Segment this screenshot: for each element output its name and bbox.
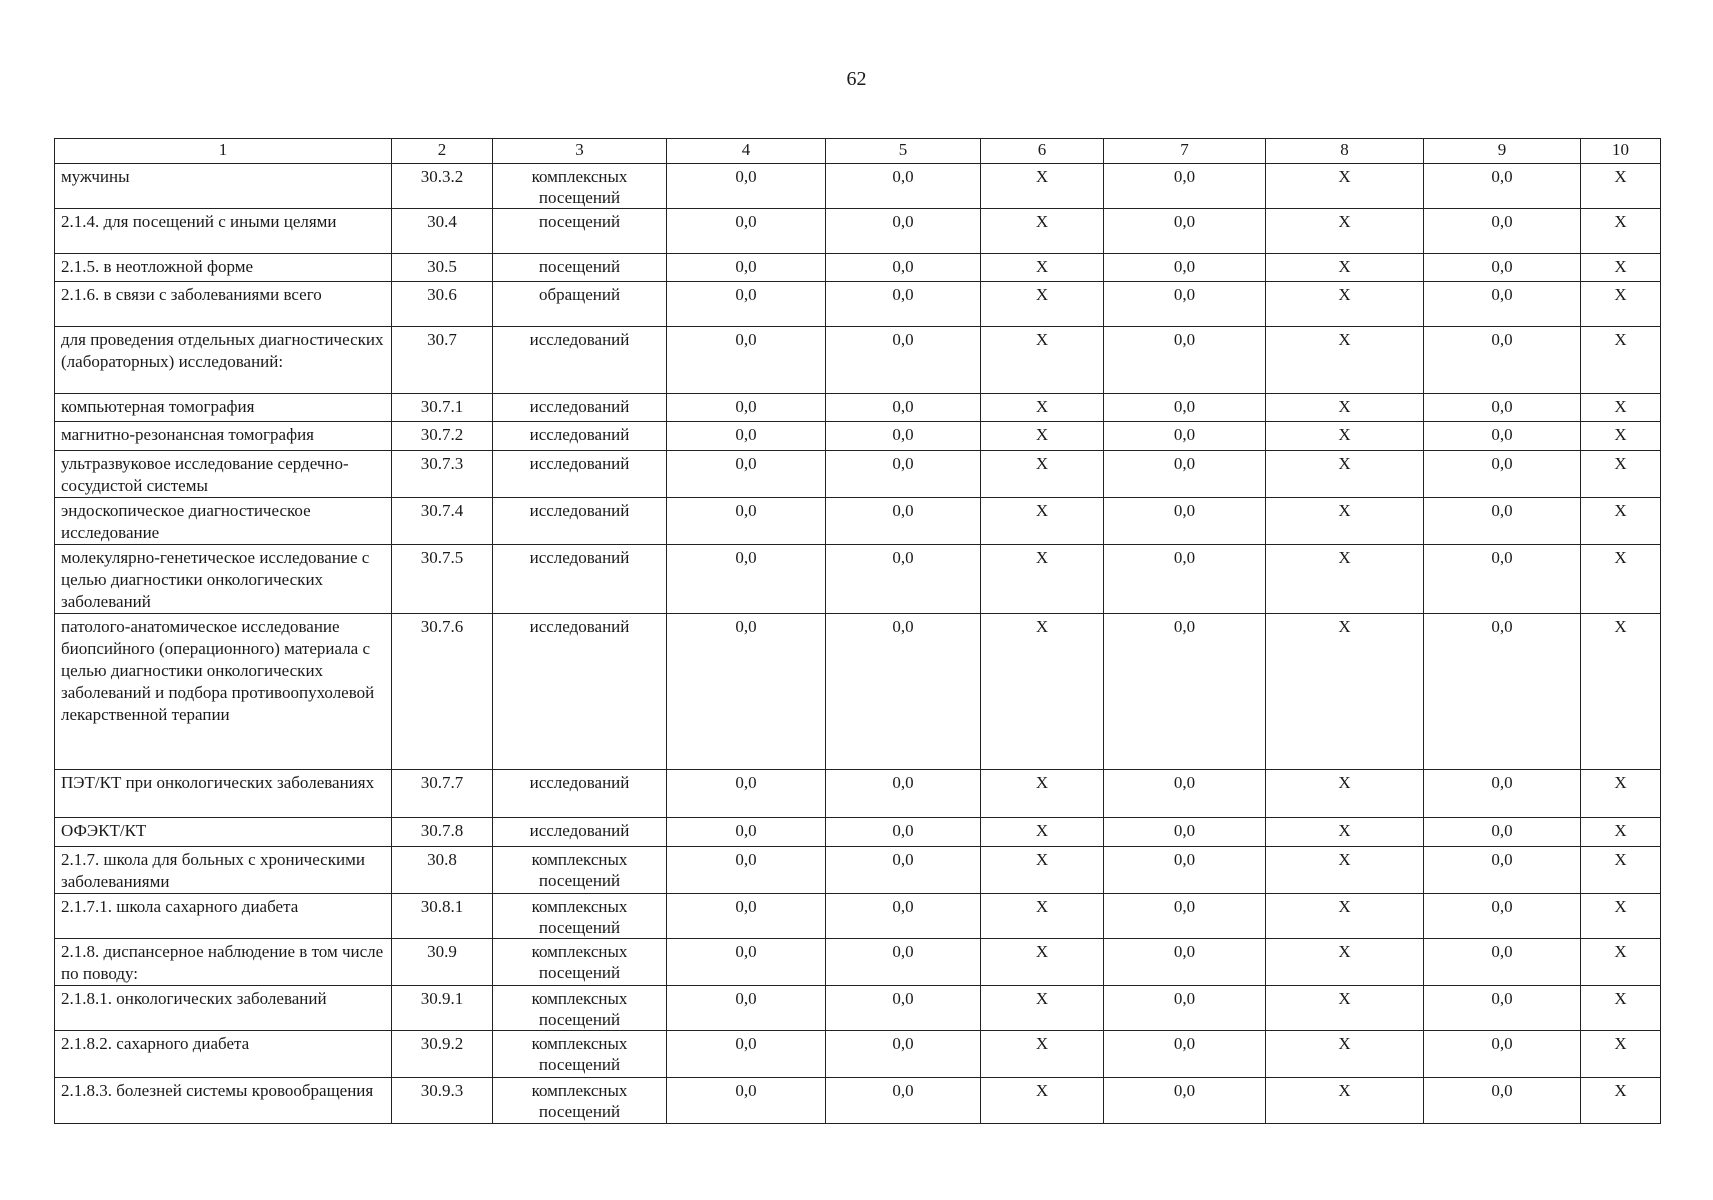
cell-col-4: 0,0	[667, 986, 826, 1031]
cell-col-10: X	[1581, 1078, 1661, 1124]
cell-col-7: 0,0	[1104, 254, 1266, 282]
row-code: 30.6	[392, 282, 493, 327]
cell-col-5: 0,0	[826, 451, 981, 498]
cell-col-4: 0,0	[667, 614, 826, 770]
row-name: патолого-анатомическое исследование биопсийного (операционного) материала с целью диагностики онкологических заболеваний и подбора противоопухолевой лекарственной терапии	[55, 614, 392, 770]
cell-col-6: X	[981, 327, 1104, 394]
cell-col-6: X	[981, 498, 1104, 545]
cell-col-8: X	[1266, 545, 1424, 614]
cell-col-4: 0,0	[667, 894, 826, 939]
cell-col-9: 0,0	[1424, 327, 1581, 394]
cell-col-7: 0,0	[1104, 1078, 1266, 1124]
cell-col-7: 0,0	[1104, 422, 1266, 451]
table-row	[55, 422, 1661, 451]
cell-col-9: 0,0	[1424, 770, 1581, 818]
cell-col-10: X	[1581, 770, 1661, 818]
cell-col-7: 0,0	[1104, 614, 1266, 770]
cell-col-9: 0,0	[1424, 394, 1581, 422]
cell-col-10: X	[1581, 394, 1661, 422]
cell-col-9: 0,0	[1424, 818, 1581, 847]
row-code: 30.3.2	[392, 164, 493, 209]
cell-col-10: X	[1581, 986, 1661, 1031]
row-code: 30.4	[392, 209, 493, 254]
row-code: 30.7.6	[392, 614, 493, 770]
row-unit: исследований	[493, 770, 667, 818]
table-row	[55, 986, 1661, 1031]
cell-col-10: X	[1581, 422, 1661, 451]
table-row	[55, 327, 1661, 394]
cell-col-10: X	[1581, 164, 1661, 209]
cell-col-6: X	[981, 394, 1104, 422]
cell-col-5: 0,0	[826, 394, 981, 422]
header-cell: 3	[493, 139, 667, 164]
cell-col-4: 0,0	[667, 498, 826, 545]
cell-col-5: 0,0	[826, 422, 981, 451]
cell-col-10: X	[1581, 939, 1661, 986]
table-header-row	[55, 139, 1661, 164]
cell-col-6: X	[981, 254, 1104, 282]
header-cell: 4	[667, 139, 826, 164]
cell-col-9: 0,0	[1424, 986, 1581, 1031]
row-unit: комплексных посещений	[493, 164, 667, 209]
table-row	[55, 770, 1661, 818]
cell-col-7: 0,0	[1104, 847, 1266, 894]
row-name: 2.1.6. в связи с заболеваниями всего	[55, 282, 392, 327]
row-code: 30.7.3	[392, 451, 493, 498]
cell-col-6: X	[981, 847, 1104, 894]
row-name: компьютерная томография	[55, 394, 392, 422]
table-row	[55, 282, 1661, 327]
cell-col-6: X	[981, 164, 1104, 209]
cell-col-8: X	[1266, 327, 1424, 394]
header-cell: 10	[1581, 139, 1661, 164]
cell-col-4: 0,0	[667, 1031, 826, 1078]
cell-col-5: 0,0	[826, 847, 981, 894]
table-row	[55, 451, 1661, 498]
cell-col-9: 0,0	[1424, 254, 1581, 282]
cell-col-10: X	[1581, 327, 1661, 394]
row-name: для проведения отдельных диагностических (лабораторных) исследований:	[55, 327, 392, 394]
cell-col-6: X	[981, 1031, 1104, 1078]
cell-col-4: 0,0	[667, 1078, 826, 1124]
cell-col-9: 0,0	[1424, 164, 1581, 209]
cell-col-7: 0,0	[1104, 986, 1266, 1031]
cell-col-8: X	[1266, 164, 1424, 209]
row-code: 30.7.1	[392, 394, 493, 422]
cell-col-5: 0,0	[826, 818, 981, 847]
table-row	[55, 1078, 1661, 1124]
cell-col-5: 0,0	[826, 327, 981, 394]
row-unit: исследований	[493, 422, 667, 451]
cell-col-10: X	[1581, 451, 1661, 498]
row-name: 2.1.8.3. болезней системы кровообращения	[55, 1078, 392, 1124]
cell-col-8: X	[1266, 894, 1424, 939]
cell-col-5: 0,0	[826, 939, 981, 986]
cell-col-6: X	[981, 614, 1104, 770]
page-number: 62	[846, 68, 867, 90]
cell-col-7: 0,0	[1104, 1031, 1266, 1078]
row-code: 30.9.3	[392, 1078, 493, 1124]
cell-col-7: 0,0	[1104, 939, 1266, 986]
cell-col-7: 0,0	[1104, 209, 1266, 254]
row-code: 30.8	[392, 847, 493, 894]
row-code: 30.7.7	[392, 770, 493, 818]
row-unit: посещений	[493, 254, 667, 282]
cell-col-9: 0,0	[1424, 451, 1581, 498]
cell-col-10: X	[1581, 1031, 1661, 1078]
table-row	[55, 818, 1661, 847]
table-row	[55, 209, 1661, 254]
row-unit: исследований	[493, 327, 667, 394]
cell-col-9: 0,0	[1424, 545, 1581, 614]
header-cell: 5	[826, 139, 981, 164]
cell-col-7: 0,0	[1104, 164, 1266, 209]
cell-col-4: 0,0	[667, 818, 826, 847]
row-code: 30.5	[392, 254, 493, 282]
row-name: эндоскопическое диагностическое исследование	[55, 498, 392, 545]
cell-col-5: 0,0	[826, 986, 981, 1031]
cell-col-10: X	[1581, 282, 1661, 327]
row-unit: посещений	[493, 209, 667, 254]
cell-col-6: X	[981, 770, 1104, 818]
row-code: 30.9.2	[392, 1031, 493, 1078]
cell-col-6: X	[981, 545, 1104, 614]
row-name: мужчины	[55, 164, 392, 209]
row-unit: обращений	[493, 282, 667, 327]
cell-col-6: X	[981, 894, 1104, 939]
header-cell: 1	[55, 139, 392, 164]
row-unit: комплексных посещений	[493, 894, 667, 939]
header-cell: 8	[1266, 139, 1424, 164]
cell-col-9: 0,0	[1424, 614, 1581, 770]
table-row	[55, 939, 1661, 986]
cell-col-5: 0,0	[826, 1078, 981, 1124]
cell-col-10: X	[1581, 209, 1661, 254]
cell-col-10: X	[1581, 498, 1661, 545]
header-cell: 9	[1424, 139, 1581, 164]
cell-col-6: X	[981, 1078, 1104, 1124]
row-unit: исследований	[493, 545, 667, 614]
cell-col-4: 0,0	[667, 164, 826, 209]
row-unit: исследований	[493, 614, 667, 770]
row-name: 2.1.8. диспансерное наблюдение в том числе по поводу:	[55, 939, 392, 986]
cell-col-5: 0,0	[826, 209, 981, 254]
cell-col-8: X	[1266, 209, 1424, 254]
cell-col-6: X	[981, 451, 1104, 498]
table-row	[55, 164, 1661, 209]
header-cell: 6	[981, 139, 1104, 164]
row-code: 30.7.5	[392, 545, 493, 614]
row-name: ОФЭКТ/КТ	[55, 818, 392, 847]
table-row	[55, 847, 1661, 894]
cell-col-5: 0,0	[826, 498, 981, 545]
cell-col-9: 0,0	[1424, 1031, 1581, 1078]
cell-col-7: 0,0	[1104, 894, 1266, 939]
cell-col-10: X	[1581, 545, 1661, 614]
row-name: ультразвуковое исследование сердечно-сосудистой системы	[55, 451, 392, 498]
cell-col-4: 0,0	[667, 327, 826, 394]
cell-col-4: 0,0	[667, 770, 826, 818]
cell-col-5: 0,0	[826, 770, 981, 818]
row-name: 2.1.8.1. онкологических заболеваний	[55, 986, 392, 1031]
row-unit: комплексных посещений	[493, 986, 667, 1031]
row-code: 30.7.4	[392, 498, 493, 545]
cell-col-8: X	[1266, 614, 1424, 770]
cell-col-4: 0,0	[667, 254, 826, 282]
row-unit: исследований	[493, 818, 667, 847]
cell-col-8: X	[1266, 1078, 1424, 1124]
cell-col-9: 0,0	[1424, 209, 1581, 254]
cell-col-4: 0,0	[667, 545, 826, 614]
cell-col-4: 0,0	[667, 209, 826, 254]
cell-col-8: X	[1266, 939, 1424, 986]
table-row	[55, 1031, 1661, 1078]
cell-col-9: 0,0	[1424, 422, 1581, 451]
cell-col-8: X	[1266, 1031, 1424, 1078]
table-row	[55, 545, 1661, 614]
cell-col-9: 0,0	[1424, 939, 1581, 986]
cell-col-6: X	[981, 422, 1104, 451]
cell-col-4: 0,0	[667, 422, 826, 451]
cell-col-7: 0,0	[1104, 770, 1266, 818]
cell-col-8: X	[1266, 770, 1424, 818]
header-cell: 7	[1104, 139, 1266, 164]
cell-col-5: 0,0	[826, 545, 981, 614]
cell-col-9: 0,0	[1424, 498, 1581, 545]
cell-col-8: X	[1266, 254, 1424, 282]
cell-col-7: 0,0	[1104, 327, 1266, 394]
cell-col-10: X	[1581, 614, 1661, 770]
cell-col-8: X	[1266, 986, 1424, 1031]
row-code: 30.7.2	[392, 422, 493, 451]
cell-col-4: 0,0	[667, 847, 826, 894]
row-unit: комплексных посещений	[493, 1078, 667, 1124]
cell-col-6: X	[981, 209, 1104, 254]
cell-col-10: X	[1581, 847, 1661, 894]
row-name: молекулярно-генетическое исследование с целью диагностики онкологических заболеваний	[55, 545, 392, 614]
cell-col-10: X	[1581, 254, 1661, 282]
cell-col-8: X	[1266, 498, 1424, 545]
cell-col-8: X	[1266, 422, 1424, 451]
row-name: 2.1.7.1. школа сахарного диабета	[55, 894, 392, 939]
row-code: 30.8.1	[392, 894, 493, 939]
cell-col-8: X	[1266, 394, 1424, 422]
cell-col-10: X	[1581, 894, 1661, 939]
row-name: 2.1.4. для посещений с иными целями	[55, 209, 392, 254]
cell-col-5: 0,0	[826, 894, 981, 939]
cell-col-7: 0,0	[1104, 545, 1266, 614]
cell-col-7: 0,0	[1104, 394, 1266, 422]
row-unit: комплексных посещений	[493, 847, 667, 894]
row-name: 2.1.8.2. сахарного диабета	[55, 1031, 392, 1078]
cell-col-9: 0,0	[1424, 847, 1581, 894]
row-unit: комплексных посещений	[493, 939, 667, 986]
cell-col-4: 0,0	[667, 939, 826, 986]
cell-col-9: 0,0	[1424, 1078, 1581, 1124]
row-code: 30.7	[392, 327, 493, 394]
row-unit: исследований	[493, 498, 667, 545]
cell-col-5: 0,0	[826, 164, 981, 209]
cell-col-10: X	[1581, 818, 1661, 847]
cell-col-7: 0,0	[1104, 282, 1266, 327]
cell-col-6: X	[981, 986, 1104, 1031]
row-name: 2.1.7. школа для больных с хроническими заболеваниями	[55, 847, 392, 894]
cell-col-8: X	[1266, 451, 1424, 498]
row-code: 30.9	[392, 939, 493, 986]
cell-col-5: 0,0	[826, 282, 981, 327]
table-row	[55, 614, 1661, 770]
cell-col-8: X	[1266, 818, 1424, 847]
row-unit: исследований	[493, 451, 667, 498]
cell-col-6: X	[981, 818, 1104, 847]
table-row	[55, 254, 1661, 282]
cell-col-7: 0,0	[1104, 818, 1266, 847]
row-code: 30.9.1	[392, 986, 493, 1031]
cell-col-4: 0,0	[667, 451, 826, 498]
cell-col-5: 0,0	[826, 254, 981, 282]
cell-col-6: X	[981, 939, 1104, 986]
cell-col-8: X	[1266, 282, 1424, 327]
cell-col-7: 0,0	[1104, 451, 1266, 498]
cell-col-4: 0,0	[667, 282, 826, 327]
row-name: ПЭТ/КТ при онкологических заболеваниях	[55, 770, 392, 818]
table-row	[55, 894, 1661, 939]
cell-col-5: 0,0	[826, 1031, 981, 1078]
header-cell: 2	[392, 139, 493, 164]
cell-col-9: 0,0	[1424, 894, 1581, 939]
cell-col-5: 0,0	[826, 614, 981, 770]
data-table	[54, 138, 1661, 1124]
cell-col-6: X	[981, 282, 1104, 327]
row-name: 2.1.5. в неотложной форме	[55, 254, 392, 282]
table-row	[55, 394, 1661, 422]
row-name: магнитно-резонансная томография	[55, 422, 392, 451]
cell-col-7: 0,0	[1104, 498, 1266, 545]
cell-col-9: 0,0	[1424, 282, 1581, 327]
cell-col-4: 0,0	[667, 394, 826, 422]
cell-col-8: X	[1266, 847, 1424, 894]
row-code: 30.7.8	[392, 818, 493, 847]
row-unit: исследований	[493, 394, 667, 422]
row-unit: комплексных посещений	[493, 1031, 667, 1078]
table-row	[55, 498, 1661, 545]
